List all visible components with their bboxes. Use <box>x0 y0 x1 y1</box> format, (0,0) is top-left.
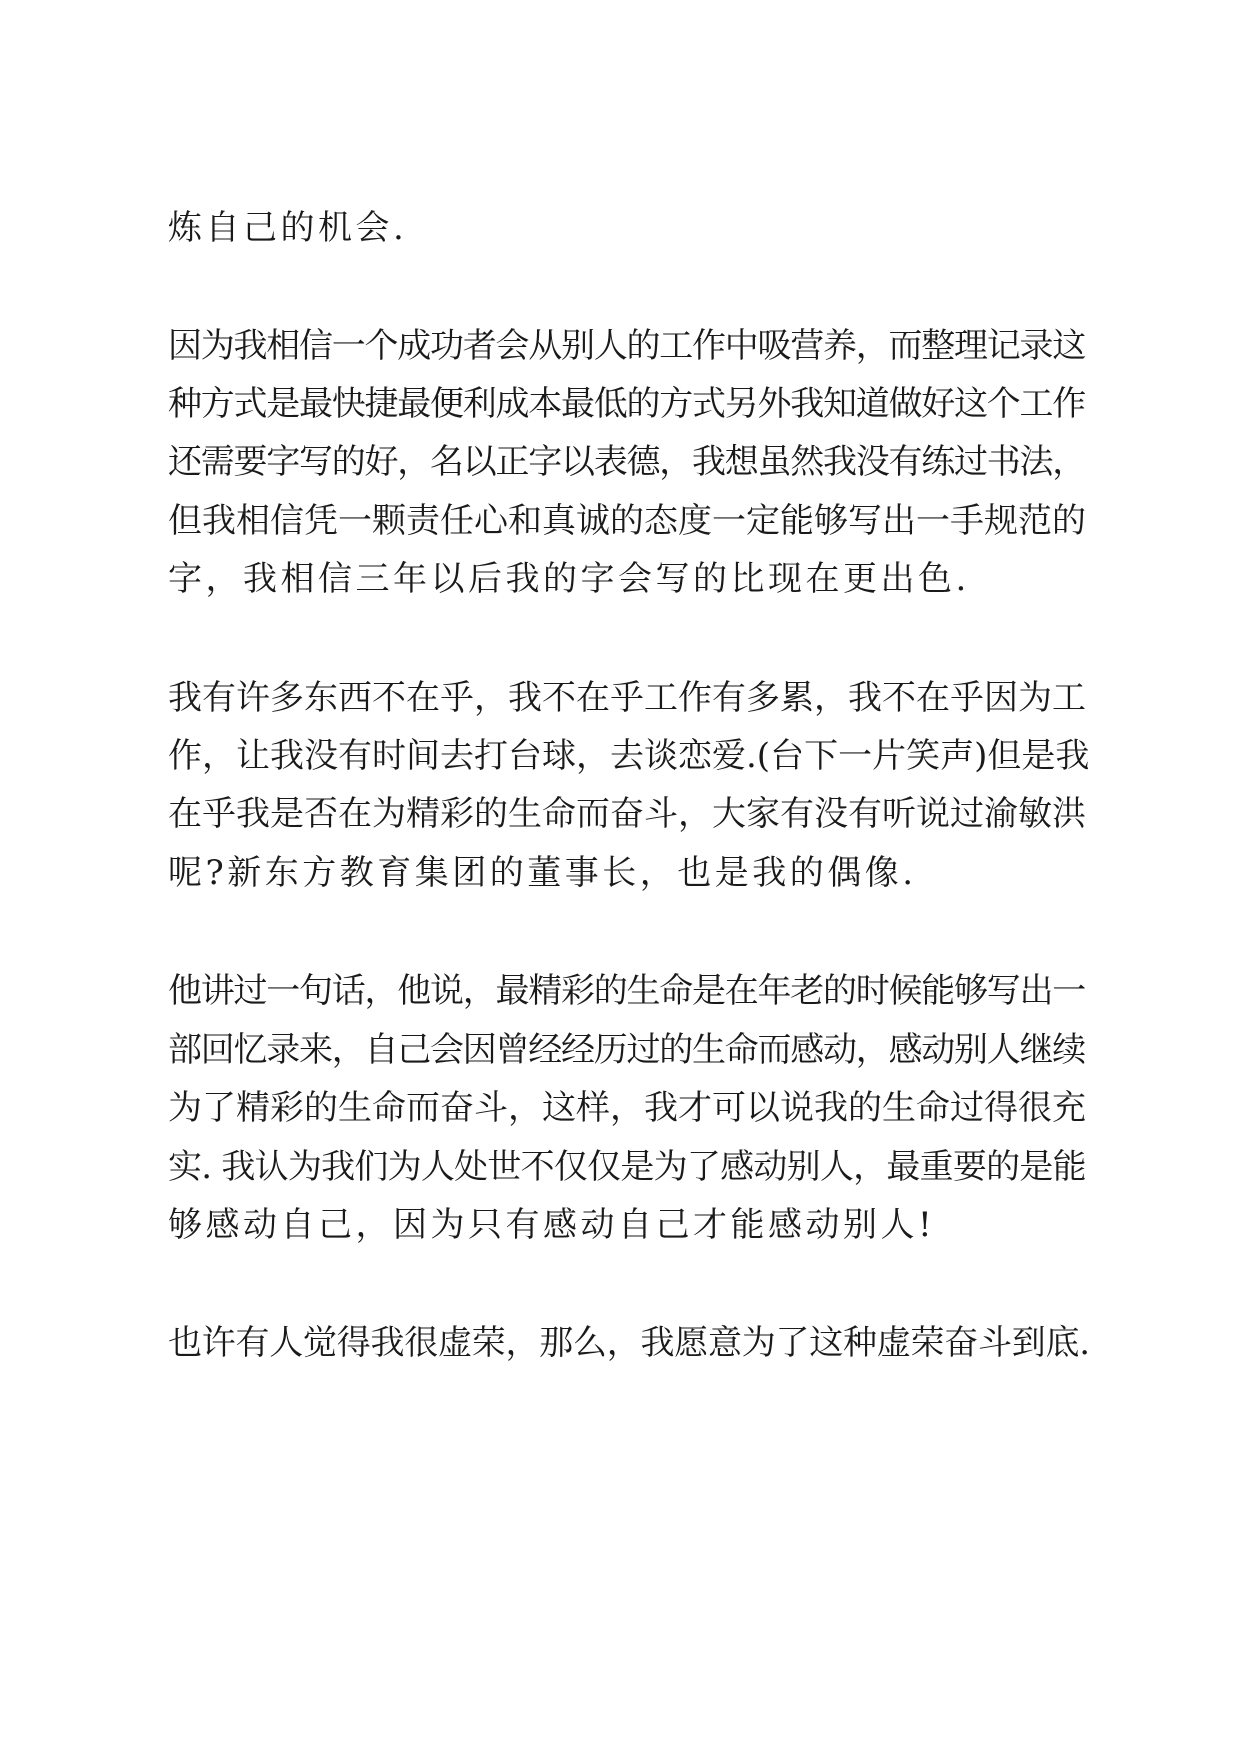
paragraph-3-line-1: 我有许多东西不在乎，我不在乎工作有多累，我不在乎因为工 <box>168 678 1086 718</box>
paragraph-3-line-2: 作，让我没有时间去打台球，去谈恋爱.(台下一片笑声)但是我 <box>168 736 1090 776</box>
paragraph-5-line-1: 也许有人觉得我很虚荣，那么，我愿意为了这种虚荣奋斗到底. <box>168 1323 1090 1363</box>
paragraph-4-line-3: 为了精彩的生命而奋斗，这样，我才可以说我的生命过得很充 <box>168 1088 1086 1128</box>
paragraph-4-line-4: 实. 我认为我们为人处世不仅仅是为了感动别人，最重要的是能 <box>168 1147 1086 1187</box>
paragraph-4-line-5: 够感动自己，因为只有感动自己才能感动别人! <box>168 1205 936 1245</box>
paragraph-4-line-1: 他讲过一句话，他说，最精彩的生命是在年老的时候能够写出一 <box>168 971 1085 1011</box>
paragraph-2-line-2: 种方式是最快捷最便利成本最低的方式另外我知道做好这个工作 <box>168 384 1085 424</box>
paragraph-1-line-1: 炼自己的机会. <box>168 208 408 248</box>
paragraph-4-line-2: 部回忆录来，自己会因曾经经历过的生命而感动，感动别人继续 <box>168 1030 1085 1070</box>
paragraph-3-line-4: 呢?新东方教育集团的董事长，也是我的偶像. <box>168 853 917 893</box>
paragraph-2-line-4: 但我相信凭一颗责任心和真诚的态度一定能够写出一手规范的 <box>168 501 1086 541</box>
paragraph-2-line-3: 还需要字写的好，名以正字以表德，我想虽然我没有练过书法， <box>168 442 1085 482</box>
paragraph-2-line-5: 字，我相信三年以后我的字会写的比现在更出色. <box>168 559 970 599</box>
paragraph-2-line-1: 因为我相信一个成功者会从别人的工作中吸营养，而整理记录这 <box>168 326 1085 366</box>
paragraph-3-line-3: 在乎我是否在为精彩的生命而奋斗，大家有没有听说过渝敏洪 <box>168 794 1086 834</box>
